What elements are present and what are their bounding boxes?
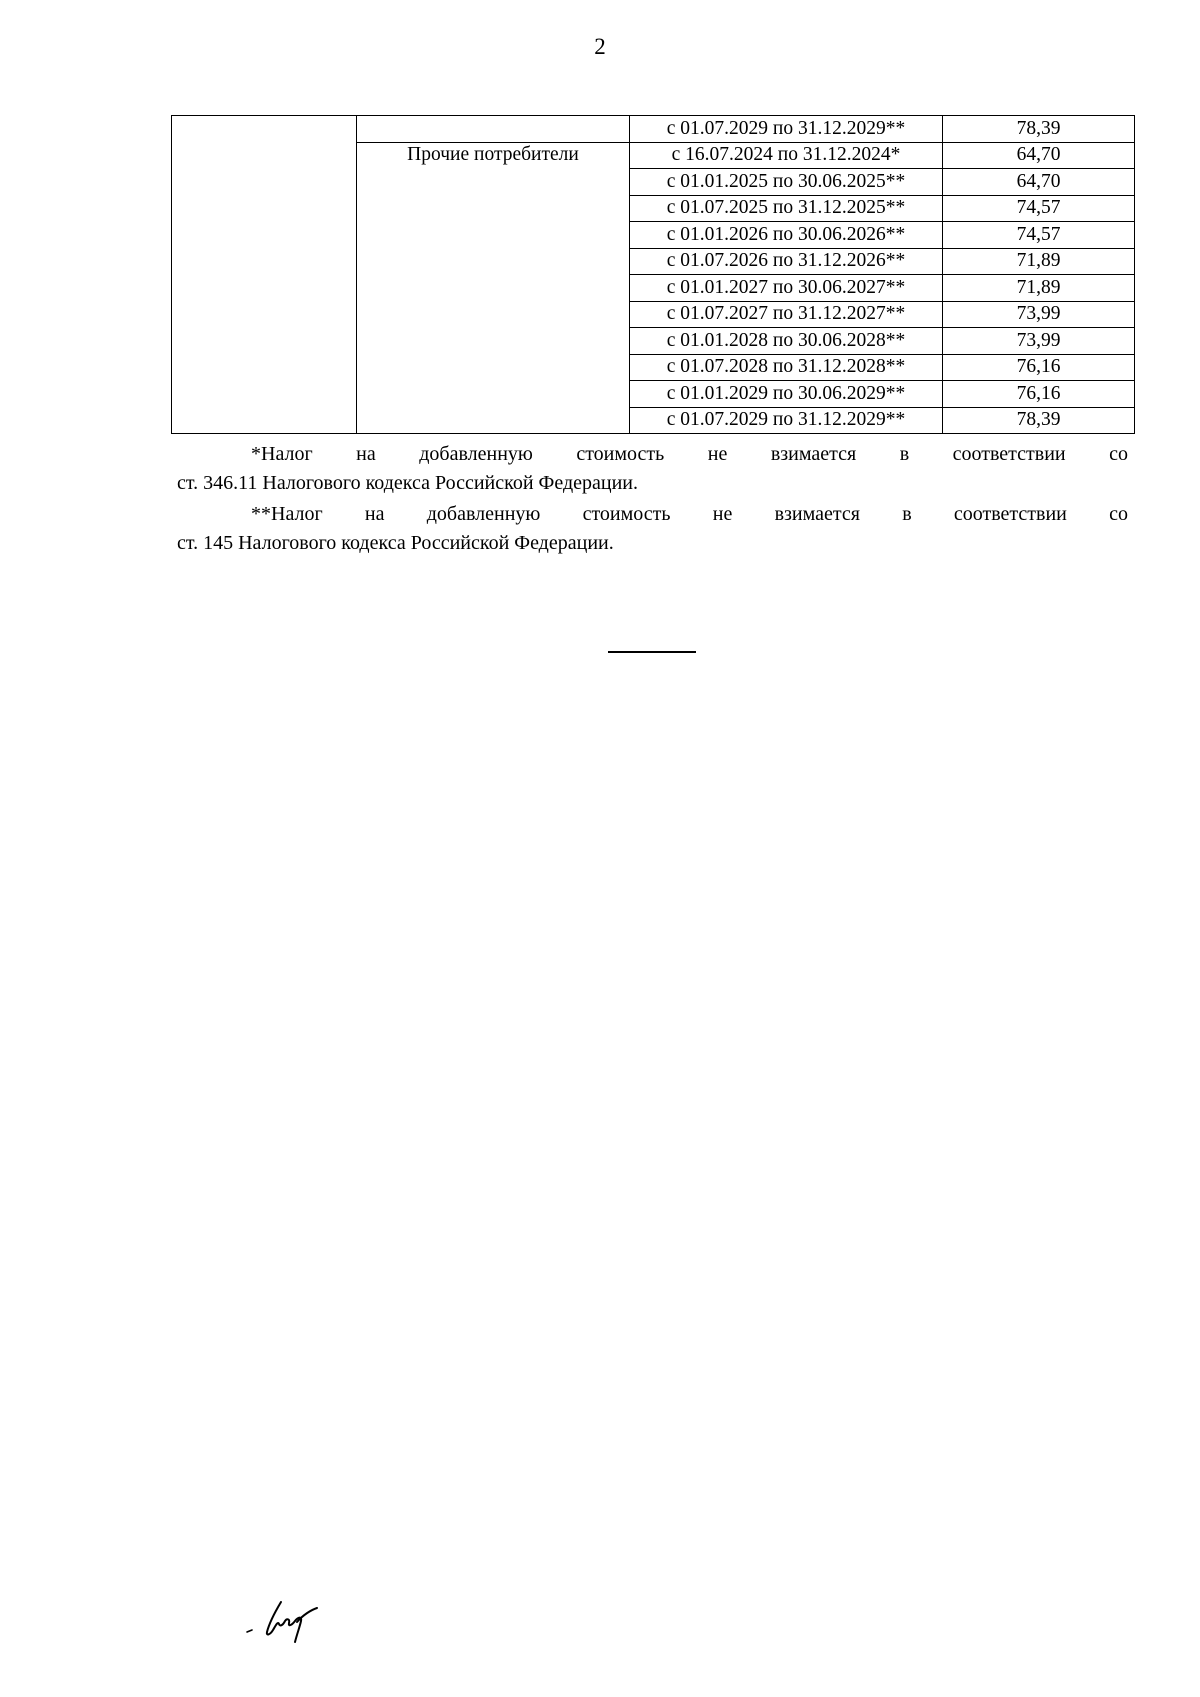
- empty-category-cell: [172, 116, 357, 434]
- period-cell: с 01.07.2027 по 31.12.2027**: [630, 301, 943, 328]
- page-number: 2: [594, 34, 606, 59]
- footnote-vat-145: [177, 500, 1128, 558]
- period-cell: с 01.07.2028 по 31.12.2028**: [630, 354, 943, 381]
- period-cell: с 01.07.2029 по 31.12.2029**: [630, 407, 943, 434]
- footnote-vat-346: [177, 440, 1128, 498]
- period-cell: с 01.07.2029 по 31.12.2029**: [630, 116, 943, 143]
- tariff-table: [171, 115, 1135, 434]
- value-cell: 74,57: [943, 195, 1135, 222]
- period-cell: с 01.01.2026 по 30.06.2026**: [630, 222, 943, 249]
- value-cell: 64,70: [943, 142, 1135, 169]
- value-cell: 78,39: [943, 407, 1135, 434]
- footnote-line: ст. 346.11 Налогового кодекса Российской Федерации.: [177, 472, 638, 494]
- period-cell: с 01.07.2026 по 31.12.2026**: [630, 248, 943, 275]
- value-cell: 76,16: [943, 381, 1135, 408]
- consumer-group-cell: Прочие потребители: [357, 142, 630, 434]
- period-cell: с 01.01.2025 по 30.06.2025**: [630, 169, 943, 196]
- table-row: [172, 116, 1135, 143]
- footnote-line: **Налог на добавленную стоимость не взимается в соответствии со: [251, 503, 1128, 525]
- value-cell: 71,89: [943, 248, 1135, 275]
- empty-consumer-cell: [357, 116, 630, 143]
- value-cell: 71,89: [943, 275, 1135, 302]
- period-cell: с 01.07.2025 по 31.12.2025**: [630, 195, 943, 222]
- end-of-document-rule: [608, 651, 696, 653]
- period-cell: с 01.01.2028 по 30.06.2028**: [630, 328, 943, 355]
- handwritten-initials-signature: [245, 1588, 345, 1648]
- value-cell: 76,16: [943, 354, 1135, 381]
- period-cell: с 01.01.2027 по 30.06.2027**: [630, 275, 943, 302]
- value-cell: 73,99: [943, 301, 1135, 328]
- footnote-line: ст. 145 Налогового кодекса Российской Федерации.: [177, 532, 614, 554]
- value-cell: 78,39: [943, 116, 1135, 143]
- period-cell: с 01.01.2029 по 30.06.2029**: [630, 381, 943, 408]
- footnote-line: *Налог на добавленную стоимость не взимается в соответствии со: [251, 443, 1128, 465]
- period-cell: с 16.07.2024 по 31.12.2024*: [630, 142, 943, 169]
- value-cell: 64,70: [943, 169, 1135, 196]
- value-cell: 74,57: [943, 222, 1135, 249]
- value-cell: 73,99: [943, 328, 1135, 355]
